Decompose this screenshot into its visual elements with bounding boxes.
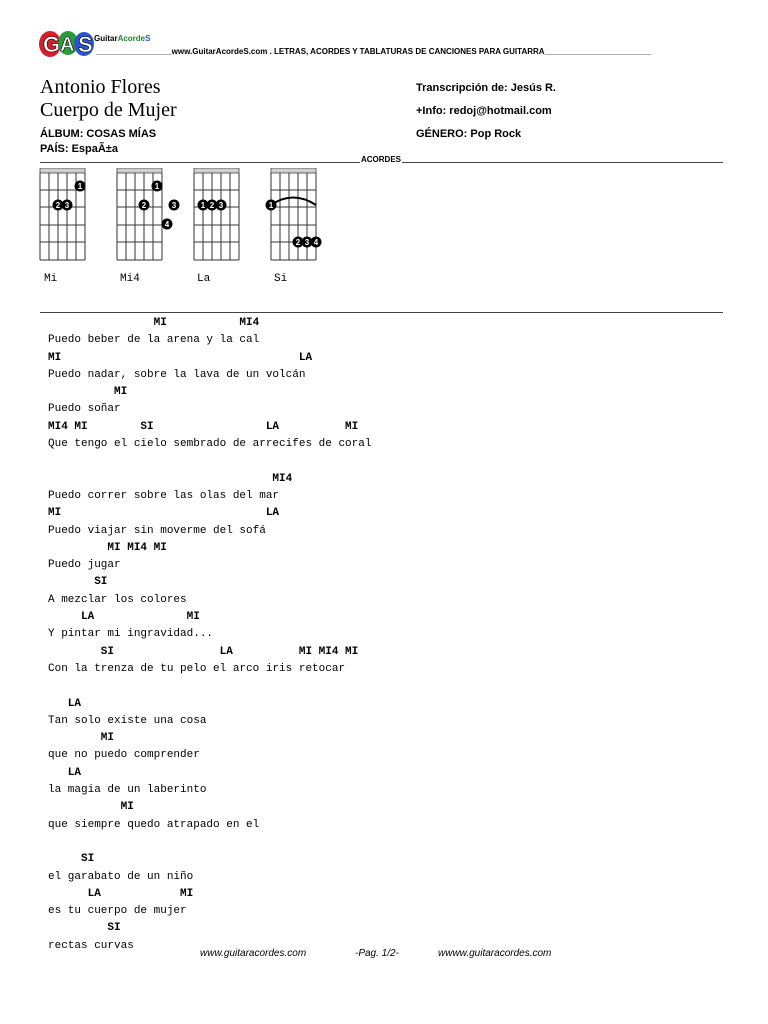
chord-line: SI LA MI MI4 MI	[48, 645, 359, 658]
blank-line	[48, 453, 371, 470]
chord-line: LA MI	[48, 611, 200, 624]
lyric-line: rectas curvas	[48, 939, 134, 952]
chord-line: MI4 MI SI LA MI	[48, 420, 359, 433]
chord-line: MI LA	[48, 507, 280, 520]
svg-text:3: 3	[218, 201, 224, 210]
svg-text:1: 1	[200, 201, 206, 210]
chord-name-si: Si	[274, 273, 288, 285]
chord-diagram-mi4	[117, 168, 180, 260]
svg-text:A: A	[60, 34, 75, 56]
lyric-line: que no puedo comprender	[48, 749, 200, 762]
svg-text:1: 1	[268, 201, 274, 210]
chord-line: SI	[48, 922, 121, 935]
svg-text:S: S	[78, 32, 93, 57]
chord-diagram-si	[266, 168, 322, 260]
lyric-line: que siempre quedo atrapado en el	[48, 818, 260, 831]
song-title: Cuerpo de Mujer	[40, 99, 177, 121]
lyrics-block	[48, 315, 371, 955]
chord-line: MI	[48, 801, 134, 814]
svg-text:1: 1	[154, 182, 160, 191]
album: ÁLBUM: COSAS MÍAS	[40, 128, 157, 140]
chord-line: MI	[48, 386, 128, 399]
chord-line: LA	[48, 766, 82, 779]
svg-text:G: G	[43, 32, 61, 57]
site-logo-text: GuitarAcordeS	[94, 34, 151, 43]
chord-line: MI4	[48, 472, 293, 485]
svg-text:4: 4	[313, 238, 319, 247]
svg-text:3: 3	[64, 201, 70, 210]
lyrics-divider	[40, 312, 723, 313]
svg-text:2: 2	[209, 201, 215, 210]
lyric-line: A mezclar los colores	[48, 593, 187, 606]
svg-text:4: 4	[164, 220, 170, 229]
transcription-credit: Transcripción de: Jesús R.	[416, 82, 556, 94]
chord-diagrams	[36, 168, 356, 268]
blank-line	[48, 678, 371, 695]
chord-line: SI	[48, 576, 108, 589]
contact-info[interactable]: +Info: redoj@hotmail.com	[416, 105, 552, 117]
lyric-line: Puedo viajar sin moverme del sofá	[48, 524, 266, 537]
site-logo[interactable]	[38, 28, 98, 60]
lyric-line: Tan solo existe una cosa	[48, 714, 207, 727]
lyric-line: la magia de un laberinto	[48, 784, 207, 797]
svg-text:1: 1	[77, 182, 83, 191]
site-header-line[interactable]: _________________www.GuitarAcordeS.com . LETRAS, ACORDES Y TABLATURAS DE CANCIONES PARA GUITARRA________________________	[96, 47, 652, 56]
svg-text:3: 3	[304, 238, 310, 247]
svg-text:2: 2	[295, 238, 301, 247]
blank-line	[48, 834, 371, 851]
chord-diagram-la	[194, 168, 239, 260]
lyric-line: Puedo jugar	[48, 559, 121, 572]
chord-line: LA MI	[48, 887, 194, 900]
chord-name-mi4: Mi4	[120, 273, 140, 285]
svg-text:2: 2	[55, 201, 61, 210]
chord-line: MI MI4 MI	[48, 541, 167, 554]
lyric-line: es tu cuerpo de mujer	[48, 905, 187, 918]
chord-diagram-mi	[40, 168, 86, 260]
lyric-line: Y pintar mi ingravidad...	[48, 628, 214, 641]
footer-site-link-2[interactable]: wwww.guitaracordes.com	[438, 948, 552, 959]
genre: GÉNERO: Pop Rock	[416, 128, 522, 140]
svg-text:3: 3	[171, 201, 177, 210]
lyric-line: Puedo correr sobre las olas del mar	[48, 489, 280, 502]
chord-line: SI	[48, 853, 95, 866]
chord-name-mi: Mi	[44, 273, 58, 285]
country: PAÍS: EspaÃ±a	[40, 143, 118, 155]
svg-text:2: 2	[141, 201, 147, 210]
acordes-label: ACORDES	[361, 155, 402, 164]
page-number: -Pag. 1/2-	[355, 948, 399, 959]
chord-line: MI LA	[48, 351, 313, 364]
lyric-line: Que tengo el cielo sembrado de arrecifes de coral	[48, 438, 372, 451]
artist-name: Antonio Flores	[40, 76, 161, 98]
lyric-line: el garabato de un niño	[48, 870, 194, 883]
lyric-line: Con la trenza de tu pelo el arco iris retocar	[48, 662, 346, 675]
chord-line: LA	[48, 697, 82, 710]
chord-line: MI MI4	[48, 317, 260, 329]
lyric-line: Puedo soñar	[48, 403, 121, 416]
chord-name-la: La	[197, 273, 211, 285]
footer-site-link[interactable]: www.guitaracordes.com	[200, 948, 307, 959]
lyric-line: Puedo nadar, sobre la lava de un volcán	[48, 368, 306, 381]
lyric-line: Puedo beber de la arena y la cal	[48, 334, 260, 347]
chord-line: MI	[48, 732, 115, 745]
